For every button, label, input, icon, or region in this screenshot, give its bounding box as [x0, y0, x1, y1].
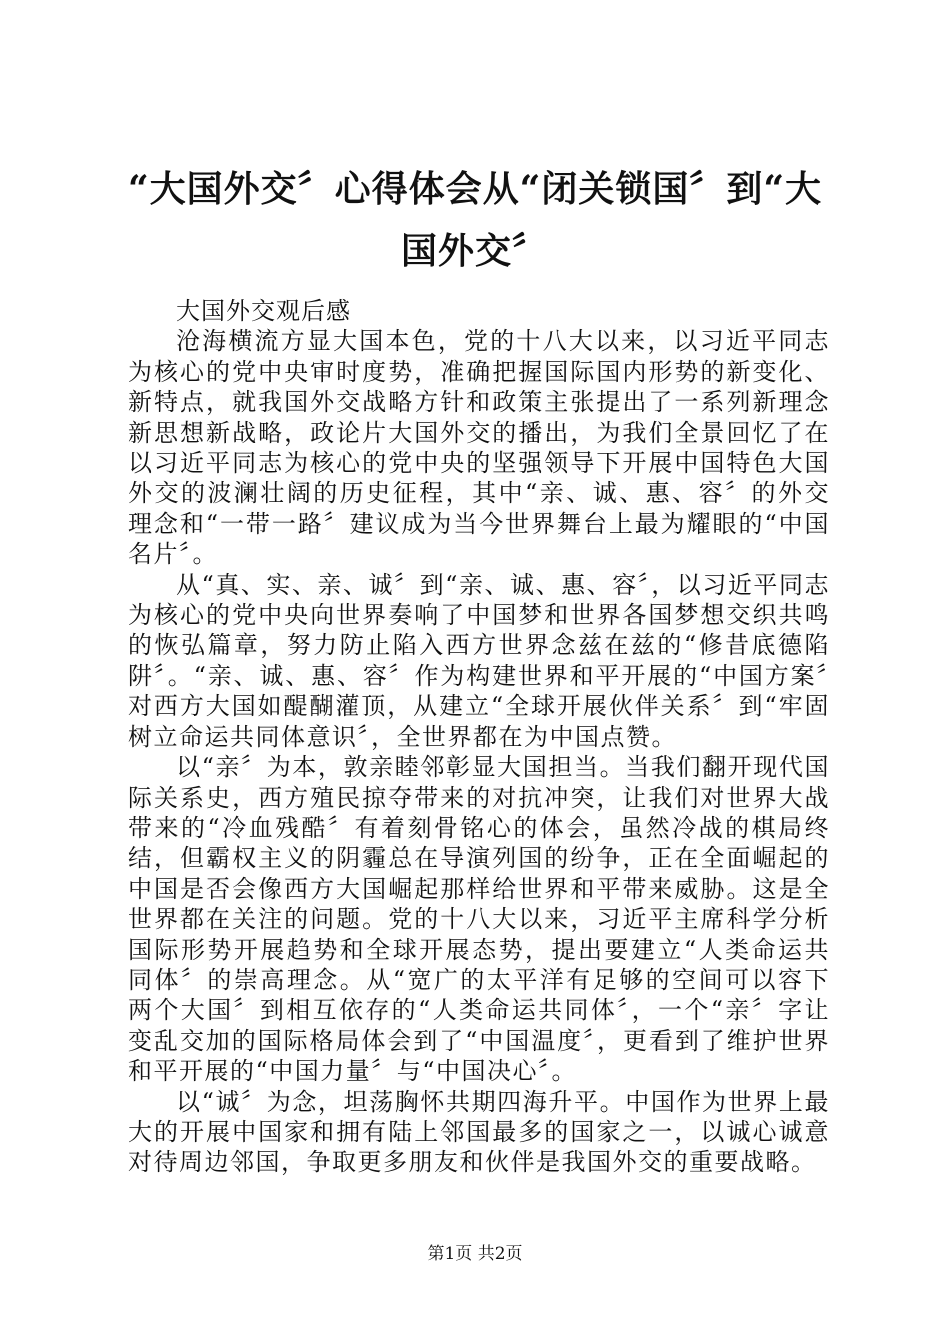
document-subtitle: 大国外交观后感 [176, 297, 351, 325]
page-number-footer: 第1页 共2页 [427, 1244, 523, 1264]
paragraph: 以“亲〞为本，敦亲睦邻彰显大国担当。当我们翻开现代国际关系史，西方殖民掠夺带来的对抗冲突，让我们对世界大战带来的“冷血残酷〞有着刻骨铭心的体会，虽然冷战的棋局终结，但霸权主义的阴霾总在导演列国的纷争，正在全面崛起的中国是否会像西方大国崛起那样给世界和平带来威胁。这是全世界都在关注的问题。党的十八大以来，习近平主席科学分析国际形势开展趋势和全球开展态势，提出要建立“人类命运共同体〞的崇高理念。从“宽广的太平洋有足够的空间可以容下两个大国〞到相互依存的“人类命运共同体〞，一个“亲〞字让变乱交加的国际格局体会到了“中国温度〞，更看到了维护世界和平开展的“中国力量〞与“中国决心〞。 [128, 753, 830, 1086]
paragraph: 沧海横流方显大国本色，党的十八大以来，以习近平同志为核心的党中央审时度势，准确把握国际国内形势的新变化、新特点，就我国外交战略方针和政策主张提出了一系列新理念新思想新战略，政论片大国外交的播出，为我们全景回忆了在以习近平同志为核心的党中央的坚强领导下开展中国特色大国外交的波澜壮阔的历史征程，其中“亲、诚、惠、容〞的外交理念和“一带一路〞建议成为当今世界舞台上最为耀眼的“中国名片〞。 [128, 327, 830, 569]
paragraph: 以“诚〞为念，坦荡胸怀共期四海升平。中国作为世界上最大的开展中国家和拥有陆上邻国最多的国家之一，以诚心诚意对待周边邻国，争取更多朋友和伙伴是我国外交的重要战略。 [128, 1087, 830, 1177]
paragraph: 从“真、实、亲、诚〞到“亲、诚、惠、容〞，以习近平同志为核心的党中央向世界奏响了中国梦和世界各国梦想交织共鸣的恢弘篇章，努力防止陷入西方世界念兹在兹的“修昔底德陷阱〞。“亲、诚、惠、容〞作为构建世界和平开展的“中国方案〞对西方大国如醍醐灌顶，从建立“全球开展伙伴关系〞到“牢固树立命运共同体意识〞，全世界都在为中国点赞。 [128, 570, 830, 751]
document-title: “大国外交〞心得体会从“闭关锁国〞到“大国外交〞 [127, 168, 823, 272]
document-body [128, 296, 830, 1178]
